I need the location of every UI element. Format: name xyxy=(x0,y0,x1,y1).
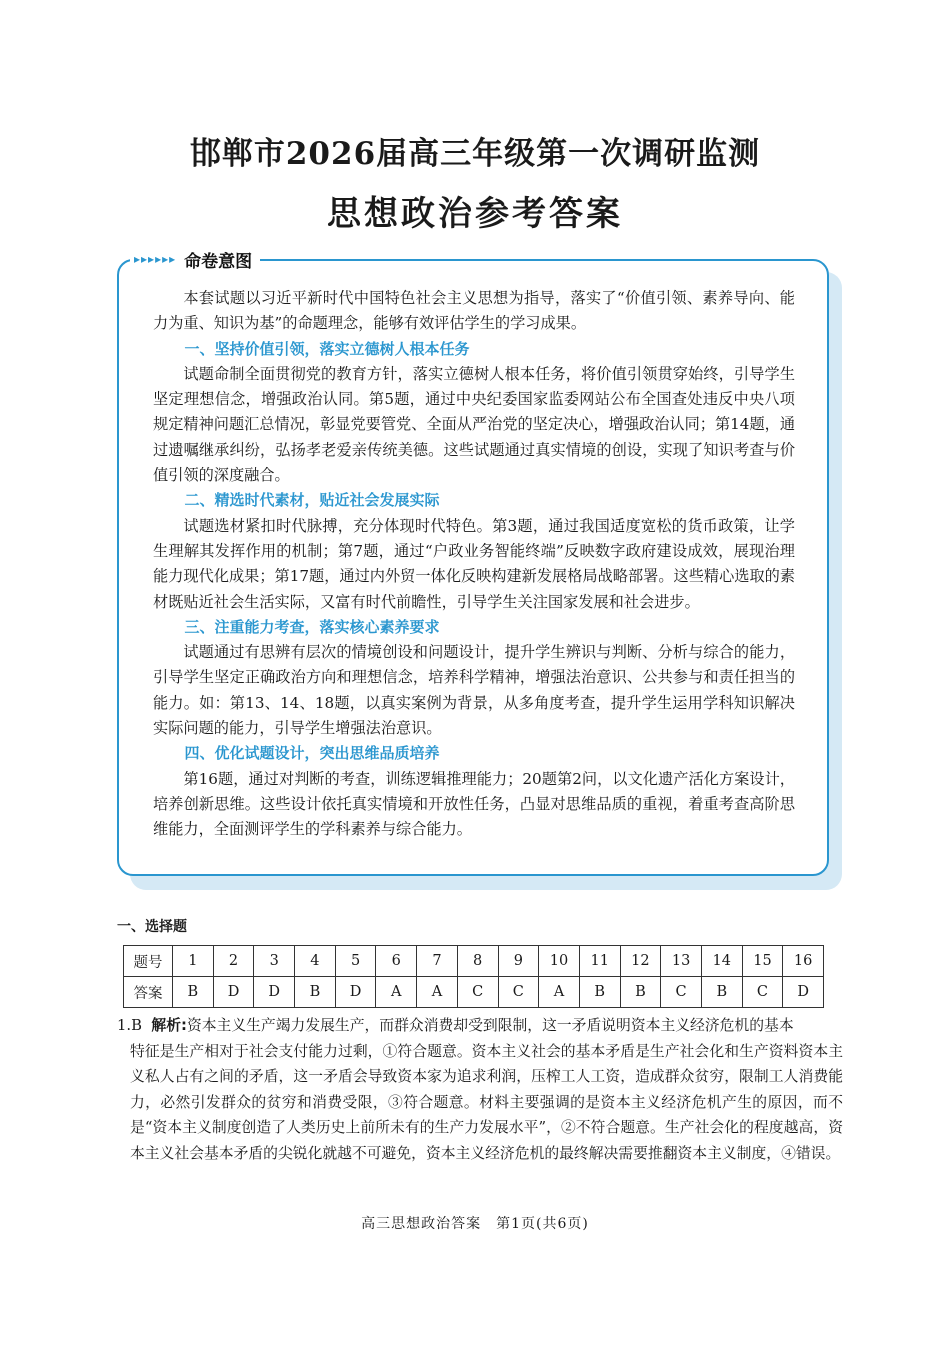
row-label-answer: 答案 xyxy=(124,977,173,1008)
document-subtitle: 思想政治参考答案 xyxy=(327,194,623,234)
answer-cell: A xyxy=(376,977,417,1008)
question-number: 4 xyxy=(295,946,336,977)
answer-cell: C xyxy=(661,977,702,1008)
analysis-body: 特征是生产相对于社会支付能力过剩，①符合题意。资本主义社会的基本矛盾是生产社会化和生产资料资本主义私人占有之间的矛盾，这一矛盾会导致资本家为追求利润，压榨工人工资，造成群众贫穷，限制工人消费能力，必然引发群众的贫穷和消费受限，③符合题意。材料主要强调的是资本主义经济危机产生的原因，而不是“资本主义制度创造了人类历史上前所未有的生产力发展水平”，②不符合题意。生产社会化的程度越高，资本主义社会基本矛盾的尖锐化就越不可避免，资本主义经济危机的最终解决需要推翻资本主义制度，④错误。 xyxy=(130,1042,843,1162)
question-number: 10 xyxy=(539,946,580,977)
answer-cell: B xyxy=(173,977,214,1008)
question-number: 6 xyxy=(376,946,417,977)
analysis-keyword: 解析: xyxy=(151,1017,187,1034)
intent-body-4: 第16题，通过对判断的考查，训练逻辑推理能力；20题第2问，以文化遗产活化方案设计，培养创新思维。这些设计依托真实情境和开放性任务，凸显对思维品质的重视，着重考查高阶思维能力，全面测评学生的学科素养与综合能力。 xyxy=(153,769,795,839)
intent-heading-2: 二、精选时代素材，贴近社会发展实际 xyxy=(184,491,440,510)
question-number: 1 xyxy=(173,946,214,977)
intent-heading-3: 三、注重能力考查，落实核心素养要求 xyxy=(184,617,440,636)
answer-cell: D xyxy=(254,977,295,1008)
question-number: 13 xyxy=(661,946,702,977)
answer-table-number-row xyxy=(124,946,824,977)
document-title: 邯郸市2026届高三年级第一次调研监测 xyxy=(189,136,761,172)
intent-box-content xyxy=(153,286,795,843)
arrow-decoration-icon: ▸▸▸▸▸▸ xyxy=(134,252,177,266)
answer-cell: C xyxy=(498,977,539,1008)
answer-cell: D xyxy=(335,977,376,1008)
answer-cell: A xyxy=(417,977,458,1008)
question-number: 12 xyxy=(620,946,661,977)
answer-cell: B xyxy=(620,977,661,1008)
answer-cell: B xyxy=(295,977,336,1008)
analysis-question-number: 1.B xyxy=(117,1017,142,1034)
question-number: 14 xyxy=(701,946,742,977)
question-number: 15 xyxy=(742,946,783,977)
analysis-q1 xyxy=(117,1013,843,1167)
answer-table xyxy=(123,945,824,1008)
answer-table-answer-row xyxy=(124,977,824,1008)
intent-box-tab xyxy=(130,246,260,272)
page-footer: 高三思想政治答案 第1页(共6页) xyxy=(361,1216,589,1232)
intent-box-label: 命卷意图 xyxy=(184,251,253,272)
analysis-first-text: 资本主义生产竭力发展生产，而群众消费却受到限制，这一矛盾说明资本主义经济危机的基本 xyxy=(186,1017,794,1034)
answer-cell: D xyxy=(783,977,824,1008)
analysis-first-line xyxy=(117,1013,843,1039)
intent-heading-4: 四、优化试题设计，突出思维品质培养 xyxy=(184,744,440,763)
question-number: 9 xyxy=(498,946,539,977)
answer-cell: B xyxy=(701,977,742,1008)
question-number: 7 xyxy=(417,946,458,977)
intent-body-3: 试题通过有思辨有层次的情境创设和问题设计，提升学生辨识与判断、分析与综合的能力，引导学生坚定正确政治方向和理想信念，培养科学精神，增强法治意识、公共参与和责任担当的能力。如：第13、14、18题，以真实案例为背景，从多角度考查，提升学生运用学科知识解决实际问题的能力，引导学生增强法治意识。 xyxy=(153,643,795,738)
answer-cell: D xyxy=(213,977,254,1008)
choice-section-title: 一、选择题 xyxy=(117,919,187,935)
question-number: 8 xyxy=(457,946,498,977)
answer-cell: C xyxy=(742,977,783,1008)
question-number: 3 xyxy=(254,946,295,977)
intent-body-1: 试题命制全面贯彻党的教育方针，落实立德树人根本任务，将价值引领贯穿始终，引导学生坚定理想信念，增强政治认同。第5题，通过中央纪委国家监委网站公布全国查处违反中央八项规定精神问题汇总情况，彰显党要管党、全面从严治党的坚定决心，增强政治认同；第14题，通过遗嘱继承纠纷，弘扬孝老爱亲传统美德。这些试题通过真实情境的创设，实现了知识考查与价值引领的深度融合。 xyxy=(153,364,796,485)
question-number: 16 xyxy=(783,946,824,977)
intent-intro: 本套试题以习近平新时代中国特色社会主义思想为指导，落实了“价值引领、素养导向、能力为重、知识为基”的命题理念，能够有效评估学生的学习成果。 xyxy=(153,289,795,333)
intent-heading-1: 一、坚持价值引领，落实立德树人根本任务 xyxy=(184,339,470,358)
intent-body-2: 试题选材紧扣时代脉搏，充分体现时代特色。第3题，通过我国适度宽松的货币政策，让学生理解其发挥作用的机制；第7题，通过“户政业务智能终端”反映数字政府建设成效，展现治理能力现代化成果；第17题，通过内外贸一体化反映构建新发展格局战略部署。这些精心选取的素材既贴近社会生活实际，又富有时代前瞻性，引导学生关注国家发展和社会进步。 xyxy=(153,516,796,611)
question-number: 5 xyxy=(335,946,376,977)
row-label-number: 题号 xyxy=(124,946,173,977)
answer-cell: C xyxy=(457,977,498,1008)
answer-cell: B xyxy=(579,977,620,1008)
answer-cell: A xyxy=(539,977,580,1008)
question-number: 2 xyxy=(213,946,254,977)
question-number: 11 xyxy=(579,946,620,977)
